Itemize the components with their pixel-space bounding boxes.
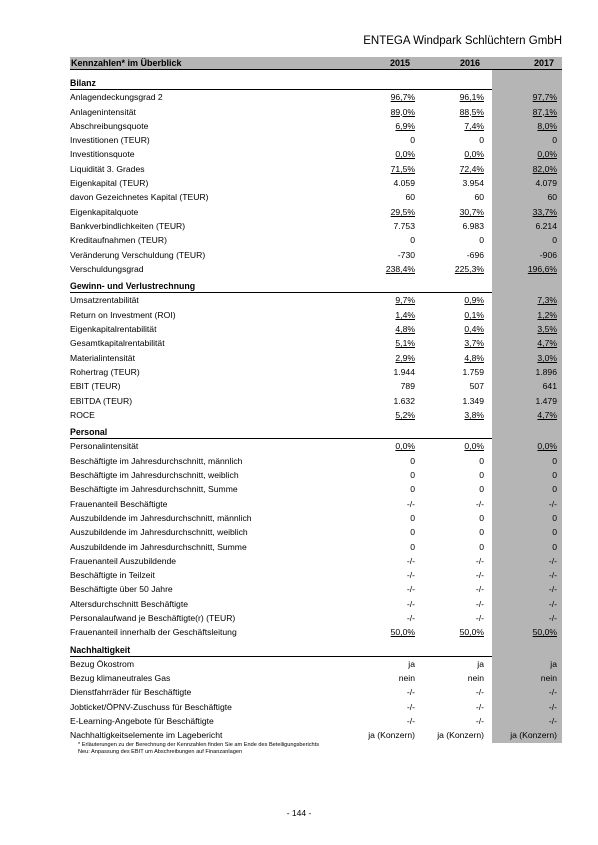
cell-2016: 0 (479, 235, 484, 246)
cell-2015: 1.632 (393, 395, 415, 406)
cell-2016: 0,0% (464, 441, 484, 452)
cell-2016: 3,8% (464, 409, 484, 420)
cell-2017: 1,2% (537, 309, 557, 320)
section-header (70, 643, 562, 657)
table-row (70, 482, 562, 496)
cell-2017: -/- (548, 598, 557, 609)
cell-2015: ja (Konzern) (368, 730, 415, 741)
cell-2015: 0,0% (395, 149, 415, 160)
row-label: Rohertrag (TEUR) (70, 366, 140, 377)
cell-2016: -/- (475, 598, 484, 609)
cell-2017: 0 (552, 527, 557, 538)
cell-2017: 196,6% (527, 263, 557, 274)
year-2017: 2017 (534, 58, 555, 68)
table-row (70, 540, 562, 554)
cell-2016: -/- (475, 716, 484, 727)
cell-2015: 0 (410, 470, 415, 481)
cell-2017: -/- (548, 555, 557, 566)
table-row (70, 248, 562, 262)
row-label: Auszubildende im Jahresdurchschnitt, Summe (70, 541, 247, 552)
table-row (70, 408, 562, 422)
row-label: Return on Investment (ROI) (70, 309, 176, 320)
section-title: Gewinn- und Verlustrechnung (70, 281, 196, 292)
row-label: Beschäftigte im Jahresdurchschnitt, weiblich (70, 470, 239, 481)
table-row (70, 657, 562, 671)
cell-2015: 1.944 (393, 366, 415, 377)
cell-2016: 507 (469, 381, 484, 392)
cell-2017: 4,7% (537, 409, 557, 420)
cell-2017: ja (550, 658, 557, 669)
page-number: - 144 - (286, 808, 312, 818)
cell-2017: -/- (548, 701, 557, 712)
cell-2015: -/- (406, 701, 415, 712)
section-header (70, 425, 562, 439)
cell-2015: -/- (406, 716, 415, 727)
table-row (70, 728, 562, 742)
footnote-2: Neu: Anpassung des EBIT um Abschreibungen auf Finanzanlagen (78, 749, 243, 755)
cell-2017: 0 (552, 455, 557, 466)
row-label: Frauenanteil innerhalb der Geschäftsleitung (70, 627, 237, 638)
table-row (70, 365, 562, 379)
cell-2016: 0 (479, 455, 484, 466)
section-title: Nachhaltigkeit (70, 644, 131, 655)
row-label: davon Gezeichnetes Kapital (TEUR) (70, 192, 209, 203)
cell-2016: 0,1% (464, 309, 484, 320)
cell-2017: 60 (547, 192, 557, 203)
cell-2017: 0 (552, 235, 557, 246)
cell-2017: 3,0% (537, 352, 557, 363)
cell-2015: 29,5% (390, 206, 415, 217)
cell-2017: 641 (542, 381, 557, 392)
table-row (70, 262, 562, 276)
table-row (70, 293, 562, 307)
cell-2017: 6.214 (535, 220, 557, 231)
cell-2016: -/- (475, 612, 484, 623)
table-row (70, 582, 562, 596)
cell-2015: 0,0% (395, 441, 415, 452)
cell-2015: 238,4% (385, 263, 415, 274)
cell-2016: -696 (466, 249, 484, 260)
cell-2016: 4,8% (464, 352, 484, 363)
row-label: Frauenanteil Auszubildende (70, 555, 177, 566)
row-label: Anlagendeckungsgrad 2 (70, 92, 163, 103)
row-label: Investitionsquote (70, 149, 135, 160)
table-row (70, 322, 562, 336)
cell-2015: -/- (406, 555, 415, 566)
row-label: EBIT (TEUR) (70, 381, 121, 392)
cell-2016: 88,5% (459, 106, 484, 117)
cell-2015: 0 (410, 512, 415, 523)
cell-2016: ja (477, 658, 484, 669)
cell-2016: 0 (479, 527, 484, 538)
cell-2016: -/- (475, 701, 484, 712)
cell-2016: 30,7% (459, 206, 484, 217)
cell-2017: 4,7% (537, 338, 557, 349)
row-label: Materialintensität (70, 352, 135, 363)
table-row (70, 133, 562, 147)
cell-2017: -/- (548, 612, 557, 623)
cell-2016: 225,3% (454, 263, 484, 274)
cell-2016: 50,0% (459, 627, 484, 638)
cell-2016: 7,4% (464, 120, 484, 131)
row-label: EBITDA (TEUR) (70, 395, 133, 406)
cell-2017: 97,7% (532, 92, 557, 103)
cell-2015: -730 (397, 249, 415, 260)
section-title: Personal (70, 427, 108, 438)
cell-2015: 5,1% (395, 338, 415, 349)
cell-2016: 1.759 (462, 366, 484, 377)
row-label: Auszubildende im Jahresdurchschnitt, männlich (70, 512, 252, 523)
cell-2017: 0 (552, 470, 557, 481)
table-row (70, 511, 562, 525)
cell-2017: 1.479 (535, 395, 557, 406)
table-row (70, 597, 562, 611)
row-label: Auszubildende im Jahresdurchschnitt, weiblich (70, 527, 248, 538)
cell-2017: 7,3% (537, 295, 557, 306)
section-title: Bilanz (70, 78, 96, 88)
row-label: Frauenanteil Beschäftigte (70, 498, 168, 509)
row-label: Eigenkapitalquote (70, 206, 139, 217)
row-label: Anlagenintensität (70, 106, 136, 117)
table-row (70, 119, 562, 133)
row-label: Eigenkapitalrentabilität (70, 324, 157, 335)
table-row (70, 568, 562, 582)
year-2016: 2016 (460, 58, 481, 68)
cell-2015: 96,7% (390, 92, 415, 103)
cell-2015: 0 (410, 541, 415, 552)
cell-2015: -/- (406, 584, 415, 595)
section-header (70, 76, 562, 90)
row-label: Verschuldungsgrad (70, 263, 144, 274)
table-row (70, 497, 562, 511)
cell-2016: 0,0% (464, 149, 484, 160)
table-row (70, 685, 562, 699)
cell-2016: 0,9% (464, 295, 484, 306)
table-row (70, 554, 562, 568)
table-row (70, 394, 562, 408)
cell-2017: -/- (548, 584, 557, 595)
row-label: ROCE (70, 409, 95, 420)
row-label: Eigenkapital (TEUR) (70, 178, 149, 189)
table-row (70, 308, 562, 322)
cell-2017: nein (540, 673, 557, 684)
table-row (70, 439, 562, 453)
cell-2016: 96,1% (459, 92, 484, 103)
row-label: Liquidität 3. Grades (70, 163, 145, 174)
table-row (70, 700, 562, 714)
cell-2016: -/- (475, 498, 484, 509)
table-row (70, 105, 562, 119)
year-2015: 2015 (390, 58, 411, 68)
table-row (70, 147, 562, 161)
cell-2017: 1.896 (535, 366, 557, 377)
cell-2016: -/- (475, 687, 484, 698)
table-row (70, 205, 562, 219)
cell-2017: 0,0% (537, 441, 557, 452)
cell-2017: 33,7% (532, 206, 557, 217)
row-label: Altersdurchschnitt Beschäftigte (70, 598, 188, 609)
cell-2016: -/- (475, 555, 484, 566)
row-label: Bezug klimaneutrales Gas (70, 673, 171, 684)
row-label: Bankverbindlichkeiten (TEUR) (70, 220, 186, 231)
row-label: Abschreibungsquote (70, 120, 149, 131)
row-label: Personalintensität (70, 441, 139, 452)
cell-2015: -/- (406, 598, 415, 609)
table-body (70, 70, 562, 743)
table-title: Kennzahlen* im Überblick (71, 58, 182, 68)
cell-2016: 60 (474, 192, 484, 203)
cell-2016: 1.349 (462, 395, 484, 406)
table-row (70, 671, 562, 685)
cell-2017: 82,0% (532, 163, 557, 174)
cell-2017: 0 (552, 541, 557, 552)
cell-2017: 50,0% (532, 627, 557, 638)
table-row (70, 454, 562, 468)
row-label: Gesamtkapitalrentabilität (70, 338, 165, 349)
cell-2017: 0,0% (537, 149, 557, 160)
cell-2015: 0 (410, 455, 415, 466)
table-row (70, 90, 562, 104)
cell-2015: 9,7% (395, 295, 415, 306)
cell-2016: 0 (479, 484, 484, 495)
cell-2017: -/- (548, 716, 557, 727)
row-label: Jobticket/ÖPNV-Zuschuss für Beschäftigte (70, 701, 232, 712)
row-label: E-Learning-Angebote für Beschäftigte (70, 716, 214, 727)
cell-2017: 8,0% (537, 120, 557, 131)
row-label: Beschäftigte in Teilzeit (70, 570, 155, 581)
cell-2017: 87,1% (532, 106, 557, 117)
cell-2017: -/- (548, 570, 557, 581)
cell-2017: 3,5% (537, 324, 557, 335)
section-header (70, 279, 562, 293)
row-label: Beschäftigte über 50 Jahre (70, 584, 173, 595)
cell-2015: 789 (400, 381, 415, 392)
row-label: Beschäftigte im Jahresdurchschnitt, männlich (70, 455, 243, 466)
cell-2015: 1,4% (395, 309, 415, 320)
table-row (70, 611, 562, 625)
cell-2016: 3.954 (462, 178, 484, 189)
cell-2017: ja (Konzern) (510, 730, 557, 741)
cell-2015: nein (398, 673, 415, 684)
cell-2016: 0,4% (464, 324, 484, 335)
table-row (70, 336, 562, 350)
cell-2016: 0 (479, 135, 484, 146)
cell-2015: 5,2% (395, 409, 415, 420)
row-label: Veränderung Verschuldung (TEUR) (70, 249, 206, 260)
row-label: Dienstfahrräder für Beschäftigte (70, 687, 192, 698)
cell-2015: 2,9% (395, 352, 415, 363)
cell-2016: -/- (475, 584, 484, 595)
cell-2016: -/- (475, 570, 484, 581)
cell-2015: 0 (410, 235, 415, 246)
cell-2017: -906 (539, 249, 557, 260)
row-label: Investitionen (TEUR) (70, 135, 150, 146)
cell-2017: -/- (548, 687, 557, 698)
table-row (70, 190, 562, 204)
cell-2017: 0 (552, 484, 557, 495)
row-label: Beschäftigte im Jahresdurchschnitt, Summe (70, 484, 238, 495)
table-row (70, 219, 562, 233)
table-row (70, 468, 562, 482)
row-label: Nachhaltigkeitselemente im Lagebericht (70, 730, 223, 741)
cell-2015: 71,5% (390, 163, 415, 174)
kennzahlen-table (70, 57, 562, 743)
cell-2015: 4,8% (395, 324, 415, 335)
cell-2017: -/- (548, 498, 557, 509)
table-row (70, 525, 562, 539)
table-row (70, 176, 562, 190)
cell-2016: 6.983 (462, 220, 484, 231)
table-row (70, 714, 562, 728)
cell-2015: -/- (406, 612, 415, 623)
footnote-1: * Erläuterungen zu der Berechnung der Kennzahlen finden Sie am Ende des Beteiligungsberichts (78, 742, 320, 748)
cell-2016: 0 (479, 541, 484, 552)
table-header (70, 57, 562, 70)
cell-2016: 72,4% (459, 163, 484, 174)
cell-2015: 7.753 (393, 220, 415, 231)
table-row (70, 162, 562, 176)
cell-2016: nein (467, 673, 484, 684)
cell-2016: ja (Konzern) (437, 730, 484, 741)
cell-2015: ja (408, 658, 415, 669)
cell-2015: 50,0% (390, 627, 415, 638)
cell-2015: -/- (406, 687, 415, 698)
cell-2016: 0 (479, 470, 484, 481)
cell-2015: 60 (405, 192, 415, 203)
cell-2015: -/- (406, 570, 415, 581)
row-label: Personalaufwand je Beschäftigte(r) (TEUR) (70, 612, 236, 623)
cell-2015: 89,0% (390, 106, 415, 117)
row-label: Umsatzrentabilität (70, 295, 139, 306)
table-row (70, 379, 562, 393)
cell-2015: 0 (410, 135, 415, 146)
cell-2015: 0 (410, 484, 415, 495)
cell-2016: 0 (479, 512, 484, 523)
table-row (70, 233, 562, 247)
table-row (70, 625, 562, 639)
cell-2015: 6,9% (395, 120, 415, 131)
company-name: ENTEGA Windpark Schlüchtern GmbH (363, 35, 562, 47)
cell-2015: 4.059 (393, 178, 415, 189)
cell-2016: 3,7% (464, 338, 484, 349)
row-label: Kreditaufnahmen (TEUR) (70, 235, 167, 246)
cell-2015: -/- (406, 498, 415, 509)
table-row (70, 351, 562, 365)
cell-2017: 0 (552, 512, 557, 523)
row-label: Bezug Ökostrom (70, 658, 134, 669)
cell-2015: 0 (410, 527, 415, 538)
cell-2017: 4.079 (535, 178, 557, 189)
cell-2017: 0 (552, 135, 557, 146)
